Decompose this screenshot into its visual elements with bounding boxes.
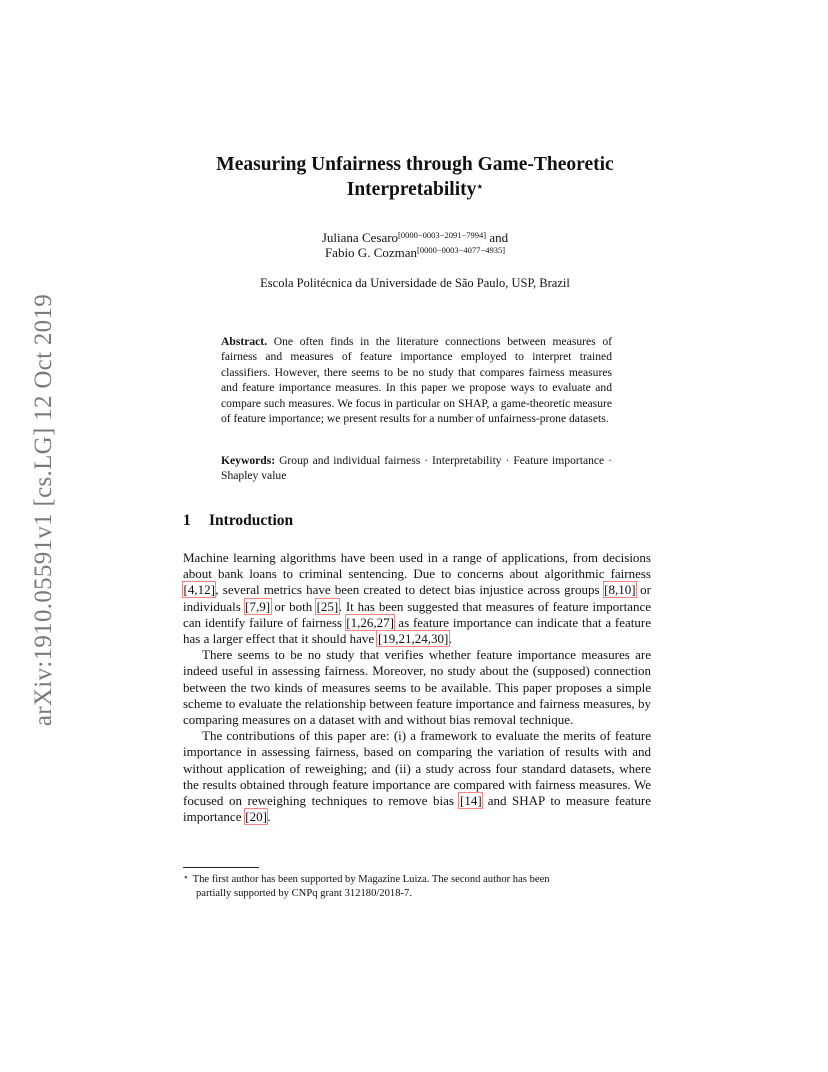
citation-link[interactable]: [25] xyxy=(316,598,339,614)
citation-link[interactable]: [19,21,24,30] xyxy=(377,631,449,647)
abstract xyxy=(221,334,612,426)
paragraph-text: , several metrics have been created to detect bias injustice across groups xyxy=(215,582,604,598)
citation-link[interactable]: [1,26,27] xyxy=(346,614,394,630)
paragraph-text: as feature importance can indicate that a feature has a larger effect that it should have xyxy=(183,614,651,647)
paragraph-text: There seems to be no study that verifies whether feature importance measures are indeed useful in assessing fairness. Moreover, no study about the (supposed) connection between the two kinds of measures seems to be available. This paper proposes a simple scheme to evaluate the relationship between feature importance and fairness measures, by comparing measures on a dataset with and without bias removal technique. xyxy=(183,647,651,728)
paragraph-text: . xyxy=(448,631,453,647)
paragraph xyxy=(183,728,651,825)
affiliation: Escola Politécnica da Universidade de São Paulo, USP, Brazil xyxy=(260,276,570,290)
paragraph xyxy=(183,647,651,728)
section-heading xyxy=(183,512,293,530)
author-2: Fabio G. Cozman[0000−0003−4077−4935] xyxy=(324,245,506,260)
arxiv-identifier-sidebar xyxy=(24,290,64,730)
paragraph-text: . xyxy=(267,809,271,825)
footnote xyxy=(183,872,653,901)
footnote-line-1: The first author has been supported by Magazine Luiza. The second author has been xyxy=(192,874,550,885)
paragraph-text: The contributions of this paper are: (i) a framework to evaluate the merits of feature importance in assessing fairness, based on comparing the variation of results with and without application of reweighing; and (ii) a study across four standard datasets, where the results obtained through feature importance are compared with fairness measures. We focused on reweighing techniques to remove bias xyxy=(183,728,651,809)
paragraph-text: or individuals xyxy=(183,582,651,614)
citation-link[interactable]: [20] xyxy=(245,809,267,825)
abstract-text: One often finds in the literature connections between measures of fairness and measures of feature importance employed to interpret trained classifiers. However, there seems to be no study that compares fairness measures and feature importance measures. In this paper we propose ways to evaluate and compare such measures. We focus in particular on SHAP, a game-theoretic measure of feature importance; we present results for a number of unfairness-prone datasets. xyxy=(221,335,612,426)
citation-link[interactable]: [4,12] xyxy=(183,582,215,598)
section-title: Introduction xyxy=(209,512,294,529)
arxiv-identifier: arXiv:1910.05591v1 [cs.LG] 12 Oct 2019 xyxy=(30,293,58,727)
paragraph-text: or both xyxy=(270,598,317,614)
footnote-star: ⋆ xyxy=(183,872,189,882)
paragraph-text: . It has been suggested that measures of feature importance can identify failure of fairness xyxy=(183,598,652,630)
paragraph xyxy=(183,550,651,647)
introduction-body xyxy=(183,550,651,825)
footnote-line-2: partially supported by CNPq grant 312180/2018-7. xyxy=(196,888,412,899)
author-1-orcid: [0000−0003−2091−7994] xyxy=(398,230,487,240)
author-list xyxy=(150,230,680,260)
citation-link[interactable]: [8,10] xyxy=(604,582,636,598)
section-number: 1 xyxy=(183,512,191,529)
keywords-text: Group and individual fairness · Interpretability · Feature importance · Shapley value xyxy=(221,454,612,483)
title-footnote-star: ⋆ xyxy=(476,181,484,193)
paragraph-text: Machine learning algorithms have been used in a range of applications, from decisions about bank loans to criminal sentencing. Due to concerns about algorithmic fairness xyxy=(183,550,651,582)
author-2-orcid: [0000−0003−4077−4935] xyxy=(417,245,506,255)
citation-link[interactable]: [7,9] xyxy=(245,598,271,614)
footnote-rule xyxy=(183,867,259,868)
abstract-label: Abstract. xyxy=(221,335,268,348)
title-line-2: Interpretability⋆ xyxy=(346,179,484,200)
title-line-1: Measuring Unfairness through Game-Theoretic xyxy=(216,154,614,175)
paper-title xyxy=(150,152,680,202)
keywords xyxy=(221,453,612,484)
author-1: Juliana Cesaro[0000−0003−2091−7994] and xyxy=(321,230,509,245)
citation-link[interactable]: [14] xyxy=(459,793,482,809)
keywords-label: Keywords: xyxy=(221,454,276,467)
paragraph-text: and SHAP to measure feature importance xyxy=(183,793,651,825)
